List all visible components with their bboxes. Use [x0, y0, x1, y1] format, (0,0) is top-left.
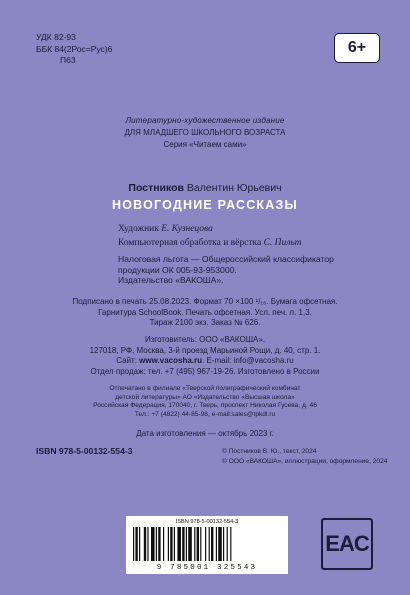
- barcode-bar: [205, 527, 206, 561]
- barcode-bar: [218, 527, 222, 561]
- author-given-name: Валентин Юрьевич: [186, 182, 282, 194]
- barcode-bar: [139, 527, 140, 561]
- barcode-bar: [133, 527, 134, 561]
- printer-info: [55, 385, 355, 419]
- barcode: [126, 516, 288, 574]
- barcode-bars: [131, 527, 283, 561]
- layout-line: [118, 236, 301, 250]
- email-text: . E-mail: info@vacosha.ru: [202, 356, 294, 365]
- bbk-code: ББК 84(2Рос=Рус)6: [36, 43, 113, 54]
- site-link[interactable]: www.vacosha.ru: [139, 356, 203, 365]
- barcode-bar: [216, 527, 217, 561]
- barcode-bar: [163, 527, 164, 561]
- age-rating-badge: 6+: [334, 33, 380, 63]
- barcode-bar: [194, 527, 195, 561]
- barcode-bar: [227, 527, 228, 561]
- print-line: Тираж 2100 экз. Заказ № 626.: [149, 318, 261, 327]
- site-label: Сайт:: [116, 356, 137, 365]
- publisher-sales: Отдел продаж: тел. +7 (495) 967-19-26. Изготовлено в России: [90, 366, 320, 376]
- tax-line: Налоговая льгота — Общероссийский классификатор: [118, 254, 334, 264]
- printer-line: Отпечатано в филиале «Тверской полиграфический комбинат: [109, 385, 301, 392]
- barcode-bar: [156, 527, 157, 561]
- artist-label: Художник: [118, 224, 159, 234]
- artist-line: [118, 222, 301, 236]
- printer-line: Тел.: +7 (4822) 44-85-98, e-mail:sales@tpkdl.ru: [134, 410, 276, 418]
- barcode-bar: [144, 527, 146, 561]
- layout-label: Компьютерная обработка и вёрстка: [118, 238, 262, 248]
- manufacture-date: Дата изготовления — октябрь 2023 г.: [136, 429, 274, 438]
- barcode-bar: [211, 527, 213, 561]
- barcode-bar: [151, 527, 155, 561]
- udk-code: УДК 82-93: [36, 32, 76, 42]
- layout-name: С. Пильт: [263, 238, 302, 248]
- barcode-bar: [147, 527, 148, 561]
- book-title: НОВОГОДНИЕ РАССКАЗЫ: [112, 198, 298, 212]
- edition-series: Серия «Читаем сами»: [163, 140, 247, 149]
- barcode-bar: [135, 527, 137, 561]
- tax-info: [118, 254, 358, 286]
- credits: [118, 222, 301, 250]
- publisher-address: 127018, РФ, Москва, 3-й проезд Марьиной Рощи, д. 40, стр. 1.: [89, 345, 321, 355]
- barcode-bar: [158, 527, 160, 561]
- barcode-bar: [182, 527, 184, 561]
- eac-certification-mark: EAC: [321, 518, 373, 570]
- tax-line: Издательство «ВАКОША».: [118, 275, 224, 285]
- author-line: [0, 182, 410, 194]
- barcode-bar: [200, 527, 201, 561]
- copyright-block: [222, 447, 387, 466]
- print-info: [70, 297, 340, 329]
- barcode-bar: [168, 527, 169, 561]
- barcode-bar: [223, 527, 224, 561]
- print-line: Гарнитура SchoolBook. Печать офсетная. Усл. печ. л. 1,3.: [98, 307, 312, 317]
- barcode-bar: [170, 527, 172, 561]
- edition-type: Литературно-художественное издание: [125, 116, 285, 125]
- barcode-bar: [209, 527, 210, 561]
- tax-line: продукции ОК 005-93-953000.: [118, 264, 237, 275]
- barcode-digits: 9 785001 325543: [156, 564, 258, 572]
- author-surname: Постников: [128, 182, 184, 194]
- publisher-info: [70, 335, 340, 377]
- publisher-contacts: [70, 356, 340, 367]
- printer-line: детской литературы» АО «Издательство «Высшая школа»: [115, 393, 295, 401]
- barcode-bar: [174, 527, 175, 561]
- barcode-bar: [177, 527, 181, 561]
- printer-line: Российская Федерация, 170040, г. Тверь, проспект Николая Гусева, д. 46: [93, 402, 317, 409]
- edition-audience: ДЛЯ МЛАДШЕГО ШКОЛЬНОГО ВОЗРАСТА: [124, 128, 286, 137]
- isbn-number: ISBN 978-5-00132-554-3: [36, 446, 133, 456]
- publisher-maker: Изготовитель: ООО «ВАКОША».: [144, 335, 266, 344]
- barcode-bar: [230, 527, 231, 561]
- artist-name: Е. Кузнецова: [161, 224, 213, 234]
- print-line: Подписано в печать 25.08.2023. Формат 70 ×100 ¹/₁₆. Бумага офсетная.: [72, 297, 338, 306]
- barcode-bar: [186, 527, 187, 561]
- copyright-line: © ООО «ВАКОША», иллюстрации, оформление, 2024: [222, 457, 388, 465]
- edition-info: [0, 115, 410, 151]
- author-code: П63: [60, 55, 76, 65]
- barcode-bar: [188, 527, 192, 561]
- barcode-isbn: ISBN 978-5-00132-554-3: [175, 519, 239, 525]
- barcode-bar: [197, 527, 199, 561]
- classification-block: [36, 32, 112, 67]
- copyright-line: © Постников В. Ю., текст, 2024: [222, 448, 317, 455]
